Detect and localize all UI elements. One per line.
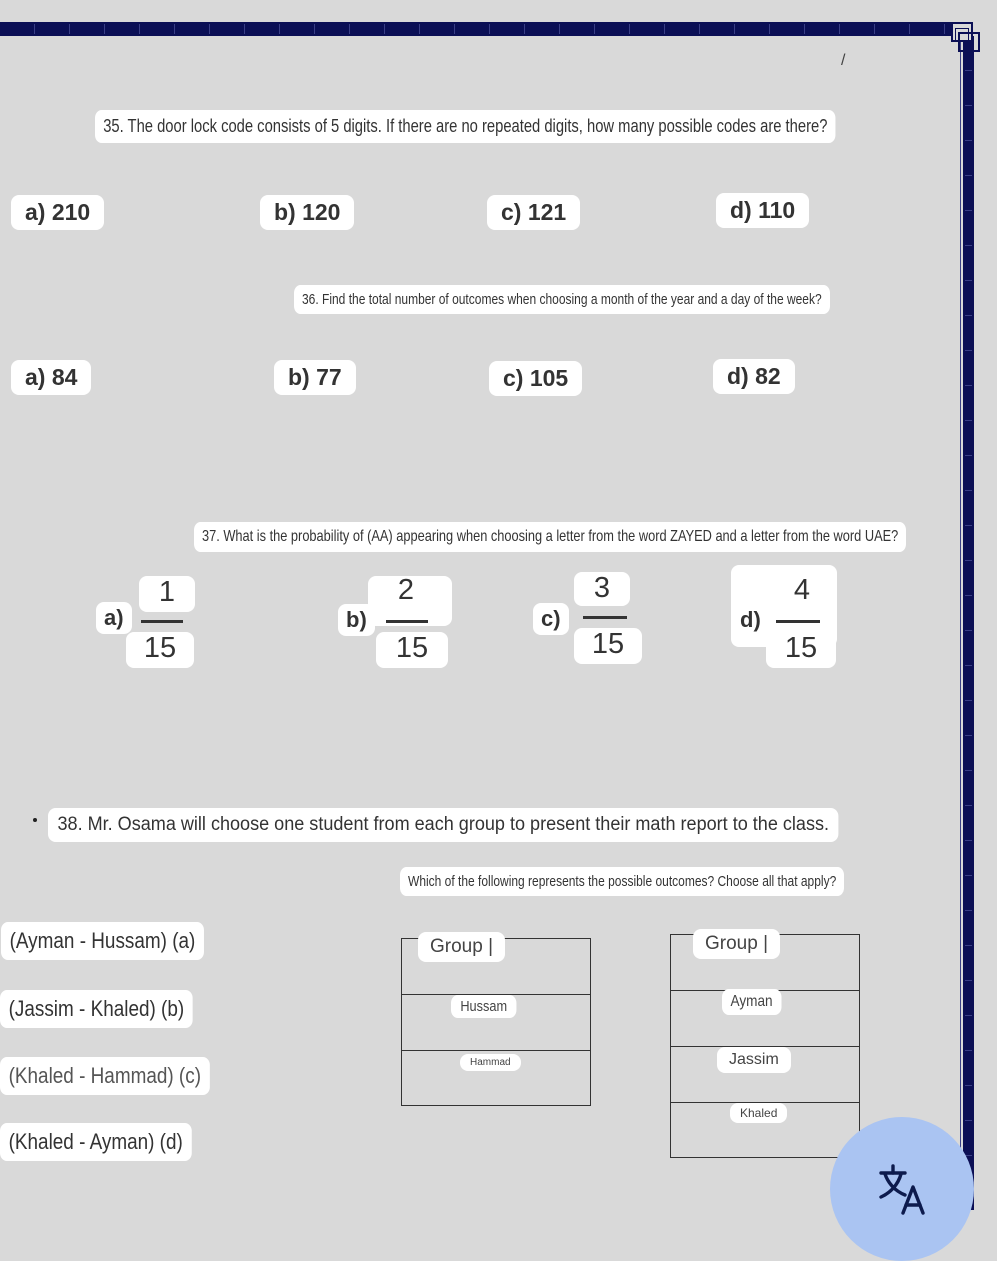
question-38-text: 38. Mr. Osama will choose one student from each group to present their math report to the class. (48, 808, 839, 842)
q35-option-d[interactable]: d) 110 (716, 193, 809, 228)
question-37-text: 37. What is the probability of (AA) appearing when choosing a letter from the word ZAYED and a letter from the word UAE? (194, 522, 906, 552)
question-35-text: 35. The door lock code consists of 5 digits. If there are no repeated digits, how many possible codes are there? (95, 110, 836, 143)
q38-option-c[interactable]: (Khaled - Hammad) (c) (0, 1057, 210, 1095)
q35-option-a[interactable]: a) 210 (11, 195, 104, 230)
q37-option-d-numerator: 4 (793, 574, 811, 606)
q37-option-c-numerator: 3 (574, 572, 630, 606)
q37-option-d-label: d) (740, 607, 761, 632)
q38-option-b[interactable]: (Jassim - Khaled) (b) (0, 990, 193, 1028)
q37-option-b-label: b) (338, 604, 375, 636)
q35-option-c[interactable]: c) 121 (487, 195, 580, 230)
q37-option-d-denominator: 15 (766, 632, 836, 668)
group-table-right-cell-2: Jassim (717, 1047, 791, 1073)
q37-option-c-denominator: 15 (574, 628, 642, 664)
translate-icon (875, 1161, 929, 1215)
q37-option-a-denominator: 15 (126, 632, 194, 668)
group-table-right-cell-1: Ayman (722, 989, 781, 1015)
q37-option-c-fraction-bar (583, 616, 627, 619)
q37-option-b-numerator: 2 (397, 574, 415, 606)
q37-option-d-fraction-bar (776, 620, 820, 623)
q37-option-a-fraction-bar (141, 620, 183, 623)
q38-option-d[interactable]: (Khaled - Ayman) (d) (0, 1123, 191, 1161)
question-36-text: 36. Find the total number of outcomes when choosing a month of the year and a day of the week? (294, 285, 830, 314)
group-table-left (401, 938, 591, 1106)
group-table-right-cell-3: Khaled (730, 1103, 787, 1123)
group-table-left-header: Group | (418, 932, 505, 962)
stray-mark: / (841, 52, 846, 69)
stray-dot (33, 818, 37, 822)
question-38-subtext: Which of the following represents the possible outcomes? Choose all that apply? (400, 867, 844, 896)
q36-option-d[interactable]: d) 82 (713, 359, 795, 394)
q37-option-b-fraction-bar (386, 620, 428, 623)
q37-option-a-numerator: 1 (139, 576, 195, 612)
page-border-corner-inner (955, 28, 969, 42)
group-table-right (670, 934, 860, 1158)
q36-option-a[interactable]: a) 84 (11, 360, 91, 395)
q37-option-a-label: a) (96, 602, 132, 634)
page-border-right-line (960, 36, 961, 1210)
group-table-left-cell-1: Hussam (451, 995, 516, 1018)
group-table-right-header: Group | (693, 929, 780, 959)
page-border-right (963, 36, 974, 1210)
q36-option-b[interactable]: b) 77 (274, 360, 356, 395)
group-table-left-cell-2: Hammad (460, 1054, 521, 1071)
q37-option-b-denominator: 15 (376, 632, 448, 668)
q35-option-b[interactable]: b) 120 (260, 195, 354, 230)
q38-option-a[interactable]: (Ayman - Hussam) (a) (1, 922, 204, 960)
translate-button[interactable] (830, 1117, 974, 1261)
q37-option-c-label: c) (533, 603, 569, 635)
page-border-top (0, 22, 960, 36)
q36-option-c[interactable]: c) 105 (489, 361, 582, 396)
